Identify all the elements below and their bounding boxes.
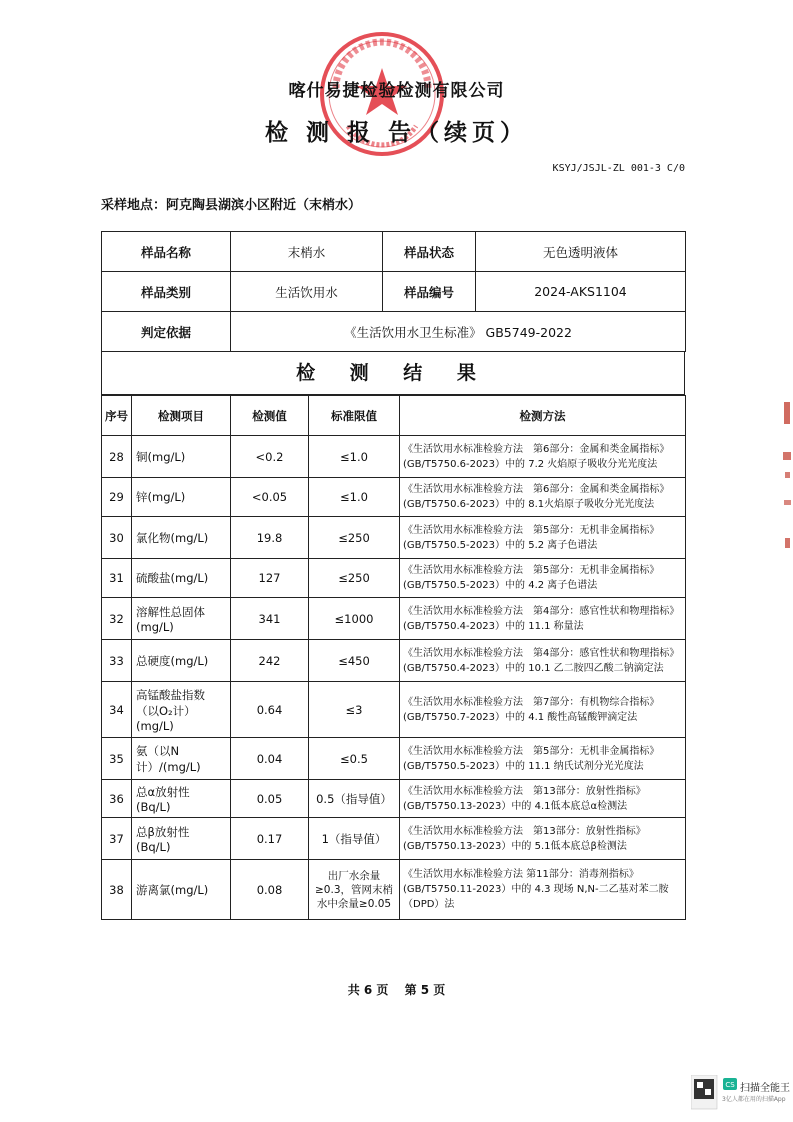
sample-no-label: 样品编号 [383,272,476,312]
row-method [400,517,686,559]
row-limit: ≤250 [309,517,400,559]
sample-no-value: 2024-AKS1104 [476,272,686,312]
row-item: 总α放射性 (Bq/L) [132,780,231,818]
row-method [400,436,686,478]
row-item: 铜(mg/L) [132,436,231,478]
sampling-location: 采样地点：阿克陶县湖滨小区附近（末梢水） [101,198,362,213]
row-method [400,738,686,780]
row-value: 242 [231,640,309,682]
info-row [102,272,686,312]
row-method [400,640,686,682]
method-clause: (GB/T5750.5-2023）中的 11.1 纳氏试剂分光光度法 [403,760,644,772]
method-clause: (GB/T5750.13-2023）中的 4.1低本底总α检测法 [403,800,628,812]
method-standard: 《生活饮用水标准检验方法 第7部分：有机物综合指标》 [403,696,660,708]
row-limit: ≤0.5 [309,738,400,780]
method-standard: 《生活饮用水标准检验方法 第11部分：消毒剂指标》 [403,869,639,880]
row-method [400,478,686,517]
row-limit: 0.5（指导值） [309,780,400,818]
row-item: 锌(mg/L) [132,478,231,517]
method-standard: 《生活饮用水标准检验方法 第13部分：放射性指标》 [403,825,646,837]
row-value: 0.64 [231,682,309,738]
row-value: 341 [231,598,309,640]
row-item: 溶解性总固体(mg/L) [132,598,231,640]
method-clause: (GB/T5750.6-2023）中的 7.2 火焰原子吸收分光光度法 [403,458,658,470]
table-row [102,818,686,860]
table-row [102,640,686,682]
sample-category-value: 生活饮用水 [231,272,383,312]
method-clause: (GB/T5750.4-2023）中的 10.1 乙二胺四乙酸二钠滴定法 [403,662,664,674]
method-standard: 《生活饮用水标准检验方法 第6部分：金属和类金属指标》 [403,443,670,455]
basis-label: 判定依据 [102,312,231,352]
table-row [102,682,686,738]
total-pages: 共 6 页 [347,983,389,997]
sample-name-value: 末梢水 [231,232,383,272]
method-clause: (GB/T5750.4-2023）中的 11.1 称量法 [403,620,584,632]
row-no: 32 [102,598,132,640]
results-body [102,436,686,920]
sample-state-value: 无色透明液体 [476,232,686,272]
header-method: 检测方法 [400,396,686,436]
row-item: 氯化物(mg/L) [132,517,231,559]
header-value: 检测值 [231,396,309,436]
row-item: 高锰酸盐指数（以O₂计）(mg/L) [132,682,231,738]
seam-seal-marks [779,400,793,580]
row-limit: ≤1.0 [309,436,400,478]
table-row [102,860,686,920]
row-value: 19.8 [231,517,309,559]
current-page: 第 5 页 [404,983,446,997]
row-limit: ≤1000 [309,598,400,640]
row-limit: 出厂水余量≥0.3，管网末梢水中余量≥0.05 [309,860,400,920]
row-no: 29 [102,478,132,517]
header-item: 检测项目 [132,396,231,436]
row-value: 0.04 [231,738,309,780]
row-no: 35 [102,738,132,780]
sample-name-label: 样品名称 [102,232,231,272]
method-standard: 《生活饮用水标准检验方法 第5部分：无机非金属指标》 [403,524,660,536]
row-value: <0.05 [231,478,309,517]
table-row [102,598,686,640]
table-row [102,436,686,478]
table-row [102,559,686,598]
row-no: 34 [102,682,132,738]
scan-app-label: 扫描全能王 [740,1083,790,1094]
method-standard: 《生活饮用水标准检验方法 第5部分：无机非金属指标》 [403,565,660,576]
info-row [102,312,686,352]
row-no: 37 [102,818,132,860]
method-clause: (GB/T5750.13-2023）中的 5.1低本底总β检测法 [403,840,627,852]
method-standard: 《生活饮用水标准检验方法 第5部分：无机非金属指标》 [403,745,660,757]
row-method [400,559,686,598]
method-standard: 《生活饮用水标准检验方法 第4部分：感官性状和物理指标》 [403,647,680,659]
table-row [102,780,686,818]
row-value: 127 [231,559,309,598]
row-method [400,682,686,738]
method-standard: 《生活饮用水标准检验方法 第4部分：感官性状和物理指标》 [403,605,680,617]
row-no: 28 [102,436,132,478]
row-no: 30 [102,517,132,559]
row-value: 0.05 [231,780,309,818]
page-footer [0,981,793,998]
method-clause: (GB/T5750.7-2023）中的 4.1 酸性高锰酸钾滴定法 [403,711,638,723]
row-method [400,598,686,640]
row-no: 33 [102,640,132,682]
basis-value: 《生活饮用水卫生标准》 GB5749-2022 [231,312,686,352]
method-standard: 《生活饮用水标准检验方法 第6部分：金属和类金属指标》 [403,484,670,495]
row-item: 氨（以N计）/(mg/L) [132,738,231,780]
row-limit: ≤250 [309,559,400,598]
header-limit: 标准限值 [309,396,400,436]
row-no: 36 [102,780,132,818]
method-clause: (GB/T5750.11-2023）中的 4.3 现场 N,N-二乙基对苯二胺（DPD）法 [403,884,669,910]
svg-text:CS: CS [725,1081,735,1089]
row-item: 总β放射性 (Bq/L) [132,818,231,860]
row-value: 0.08 [231,860,309,920]
report-title: 检 测 报 告（续页） [264,120,529,146]
row-method [400,818,686,860]
table-row [102,478,686,517]
results-section-title: 检 测 结 果 [101,352,685,395]
header-no: 序号 [102,396,132,436]
info-row [102,232,686,272]
row-no: 31 [102,559,132,598]
form-code: KSYJ/JSJL-ZL 001-3 C/0 [552,163,685,174]
row-value: <0.2 [231,436,309,478]
sample-info-table [101,231,686,352]
scan-app-sub: 3亿人都在用的扫描App [722,1096,786,1103]
method-clause: (GB/T5750.5-2023）中的 4.2 离子色谱法 [403,580,598,591]
company-name: 喀什易捷检验检测有限公司 [288,81,505,101]
row-limit: ≤3 [309,682,400,738]
row-value: 0.17 [231,818,309,860]
row-method [400,860,686,920]
table-row [102,517,686,559]
row-limit: ≤450 [309,640,400,682]
table-row [102,738,686,780]
method-clause: (GB/T5750.6-2023）中的 8.1火焰原子吸收分光光度法 [403,499,655,510]
row-no: 38 [102,860,132,920]
row-item: 硫酸盐(mg/L) [132,559,231,598]
sample-state-label: 样品状态 [383,232,476,272]
row-method [400,780,686,818]
row-limit: 1（指导值） [309,818,400,860]
results-header-row [102,396,686,436]
method-standard: 《生活饮用水标准检验方法 第13部分：放射性指标》 [403,785,646,797]
method-clause: (GB/T5750.5-2023）中的 5.2 离子色谱法 [403,539,598,551]
sample-category-label: 样品类别 [102,272,231,312]
row-item: 游离氯(mg/L) [132,860,231,920]
row-item: 总硬度(mg/L) [132,640,231,682]
results-table [101,395,686,920]
row-limit: ≤1.0 [309,478,400,517]
